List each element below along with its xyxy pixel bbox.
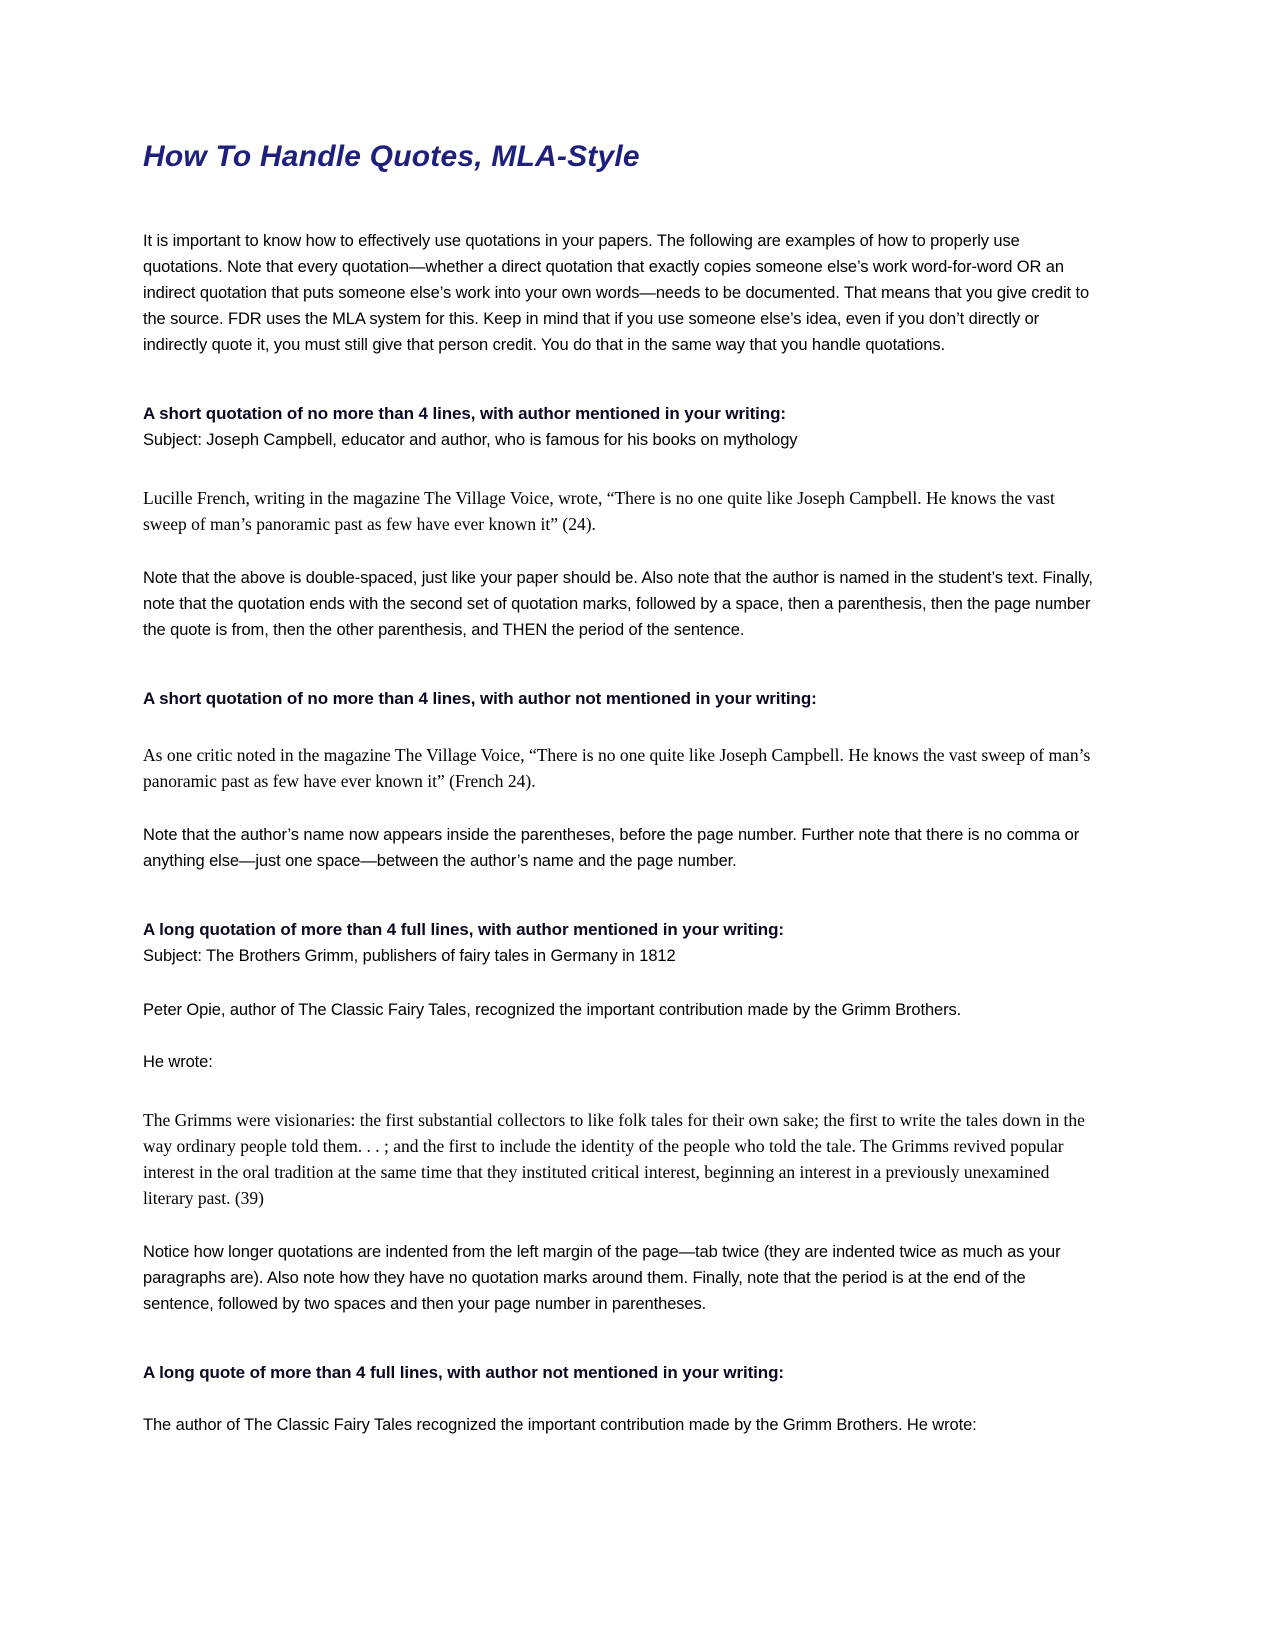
note-paragraph: Notice how longer quotations are indented from the left margin of the page—tab twice (they are indented twice as much as your paragraphs are). Also note how they have no quotation marks around them. Finally, note that the period is at the end of the sentence, followed by two spaces and then your page number in parentheses.	[143, 1243, 1061, 1313]
section-heading-short-quote-author-not-mentioned: A short quotation of no more than 4 lines, with author not mentioned in your writing:	[143, 689, 817, 708]
note-paragraph: Note that the above is double-spaced, just like your paper should be. Also note that the author is named in the student’s text. Finally, note that the quotation ends with the second set of quotation marks, followed by a space, then a parenthesis, then the page number the quote is from, then the other parenthesis, and THEN the period of the sentence.	[143, 569, 1093, 639]
section-heading-short-quote-author-mentioned: A short quotation of no more than 4 lines, with author mentioned in your writing:	[143, 404, 786, 423]
block-quote: The Grimms were visionaries: the first substantial collectors to like folk tales for their own sake; the first to write the tales down in the way ordinary people told them. . . ; and the first to include the identity of the people who told the tale. The Grimms revived popular interest in the oral tradition at the same time that they instituted critical interest, beginning an interest in a previously unexamined literary past. (39)	[143, 1110, 1085, 1208]
note-paragraph: Note that the author’s name now appears inside the parentheses, before the page number. Further note that there is no comma or anything else—just one space—between the author’s name and the page number.	[143, 826, 1080, 870]
lead-paragraph: The author of The Classic Fairy Tales recognized the important contribution made by the Grimm Brothers. He wrote:	[143, 1416, 977, 1434]
lead-paragraph: He wrote:	[143, 1053, 213, 1071]
lead-paragraph: Peter Opie, author of The Classic Fairy Tales, recognized the important contribution made by the Grimm Brothers.	[143, 1001, 962, 1019]
section-heading-long-quotation-author-mentioned: A long quotation of more than 4 full lines, with author mentioned in your writing:	[143, 920, 784, 939]
subject-line: Subject: Joseph Campbell, educator and author, who is famous for his books on mythology	[143, 431, 798, 449]
block-quote: As one critic noted in the magazine The Village Voice, “There is no one quite like Joseph Campbell. He knows the vast sweep of man’s panoramic past as few have ever known it” (French 24).	[143, 745, 1091, 791]
subject-line: Subject: The Brothers Grimm, publishers of fairy tales in Germany in 1812	[143, 947, 676, 965]
intro-paragraph: It is important to know how to effectively use quotations in your papers. The following are examples of how to properly use quotations. Note that every quotation—whether a direct quotation that exactly copies someone else’s work word-for-word OR an indirect quotation that puts someone else’s work into your own words—needs to be documented. That means that you give credit to the source. FDR uses the MLA system for this. Keep in mind that if you use someone else’s idea, even if you don’t directly or indirectly quote it, you must still give that person credit. You do that in the same way that you handle quotations.	[143, 232, 1090, 354]
section-heading-long-quote-author-not-mentioned: A long quote of more than 4 full lines, with author not mentioned in your writing:	[143, 1363, 784, 1382]
block-quote: Lucille French, writing in the magazine The Village Voice, wrote, “There is no one quite like Joseph Campbell. He knows the vast sweep of man’s panoramic past as few have ever known it” (24).	[143, 488, 1055, 534]
page-title: How To Handle Quotes, MLA-Style	[143, 140, 640, 173]
